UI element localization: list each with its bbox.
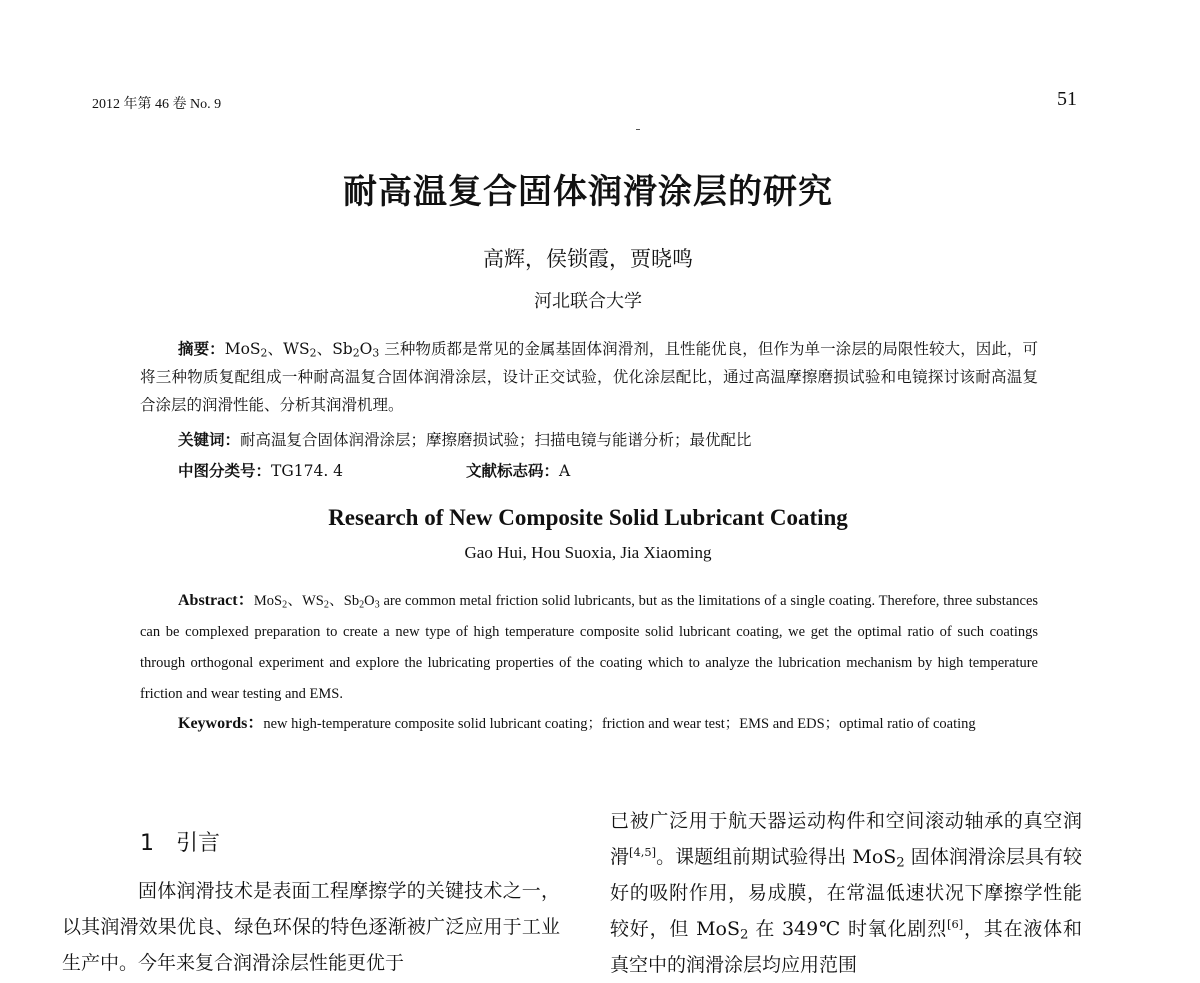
page-number: 51: [1057, 88, 1077, 110]
en-authors: Gao Hui, Hou Suoxia, Jia Xiaoming: [464, 543, 712, 562]
section-number: 1: [140, 831, 154, 856]
en-keywords-text: new high-temperature composite solid lubricant coating；friction and wear test；EMS and EDS；optimal ratio of coating: [263, 716, 976, 732]
en-title: Research of New Composite Solid Lubricant Coating: [328, 505, 848, 530]
cn-abstract-text: 三种物质都是常见的金属基固体润滑剂，且性能优良，但作为单一涂层的局限性较大，因此，可将三种物质复配组成一种耐高温复合固体润滑涂层，设计正交试验，优化涂层配比，通过高温摩擦磨损试验和电镜探讨该耐高温复合涂层的润滑性能、分析其润滑机理。: [140, 340, 1038, 414]
en-abstract-label: Abstract：: [178, 592, 254, 609]
journal-issue: 2012 年第 46 卷 No. 9: [92, 97, 222, 112]
cn-abstract: 摘要：MoS$_2$、$WS_2$、$Sb_2O_3$ 三种物质都是常见的金属基固体润滑剂，且性能优良，但作为单一涂层的局限性较大，因此，可将三种物质复配组成一种耐高温复合固体润滑涂层，设计正交试验，优化涂层配比，通过高温摩擦磨损试验和电镜探讨该耐高温复合涂层的润滑性能、分析其润滑机理。: [140, 340, 1038, 414]
divider-mark: [636, 129, 640, 130]
cn-authors: 高辉，侯锁霞，贾晓鸣: [483, 247, 693, 271]
cn-class-value: TG174. 4: [271, 462, 344, 480]
en-keywords: [140, 708, 1038, 740]
cn-class-label: 中图分类号：: [178, 462, 272, 480]
formula-mos2: MoS$_2$: [224, 340, 268, 360]
en-keywords-label: Keywords：: [178, 715, 264, 732]
cn-abstract-label: 摘要：: [178, 340, 225, 358]
cn-doc-value: A: [559, 462, 571, 480]
body-left-column: 固体润滑技术是表面工程摩擦学的关键技术之一，以其润滑效果优良、绿色环保的特色逐渐被广泛应用于工业生产中。今年来复合润滑涂层性能更优于: [62, 880, 560, 974]
cn-keywords-text: 耐高温复合固体润滑涂层；摩擦磨损试验；扫描电镜与能谱分析；最优配比: [240, 431, 752, 449]
cn-affiliation: 河北联合大学: [534, 291, 642, 312]
cn-keywords-label: 关键词：: [178, 431, 241, 449]
formula-sb2o3: $Sb_2O_3$: [332, 340, 380, 360]
formula-sb2o3-en: $Sb_2O_3$: [343, 593, 380, 611]
body-right-column: 已被广泛用于航天器运动构件和空间滚动轴承的真空润滑[4,5]。课题组前期试验得出 MoS$_2$ 固体润滑涂层具有较好的吸附作用，易成膜，在常温低速状况下摩擦学性能较好，但 MoS$_2$ 在 349℃ 时氧化剧烈[6]，其在液体和真空中的润滑涂层均应用范围: [610, 810, 1082, 976]
citation-4-5: [4,5]: [629, 845, 657, 860]
section-title: 引言: [176, 831, 221, 856]
citation-6: [6]: [947, 917, 964, 932]
formula-ws2: $WS_2$: [283, 340, 317, 360]
cn-classification: [178, 459, 343, 481]
section-heading: [140, 826, 220, 857]
en-abstract: Abstract：MoS$_2$、$WS_2$、$Sb_2O_3$ are common metal friction solid lubricants, but as the limitations of a single coating. Therefore, three substances can be complexed preparation to create a new type of high temperature composite solid lubricant coating, we get the optimal ratio of such coatings through orthogonal experiment and explore the lubricating properties of the coating which to analyze the lubrication mechanism by high temperature friction and wear testing and EMS.: [140, 592, 1039, 702]
formula-mos2-en: MoS$_2$: [253, 593, 288, 611]
cn-doc-label: 文献标志码：: [466, 462, 560, 480]
formula-ws2-en: $WS_2$: [302, 593, 329, 611]
cn-document-code: [466, 459, 570, 481]
cn-keywords: [178, 428, 752, 450]
cn-title: 耐高温复合固体润滑涂层的研究: [343, 172, 833, 212]
en-abstract-text: are common metal friction solid lubricants, but as the limitations of a single coating. Therefore, three substances can be complexed preparation to create a new type of high temperature composite solid lubricant coating, we get the optimal ratio of such coatings through orthogonal experiment and explore the lubricating properties of the coating which to analyze the lubrication mechanism by high temperature friction and wear testing and EMS.: [140, 593, 1039, 702]
